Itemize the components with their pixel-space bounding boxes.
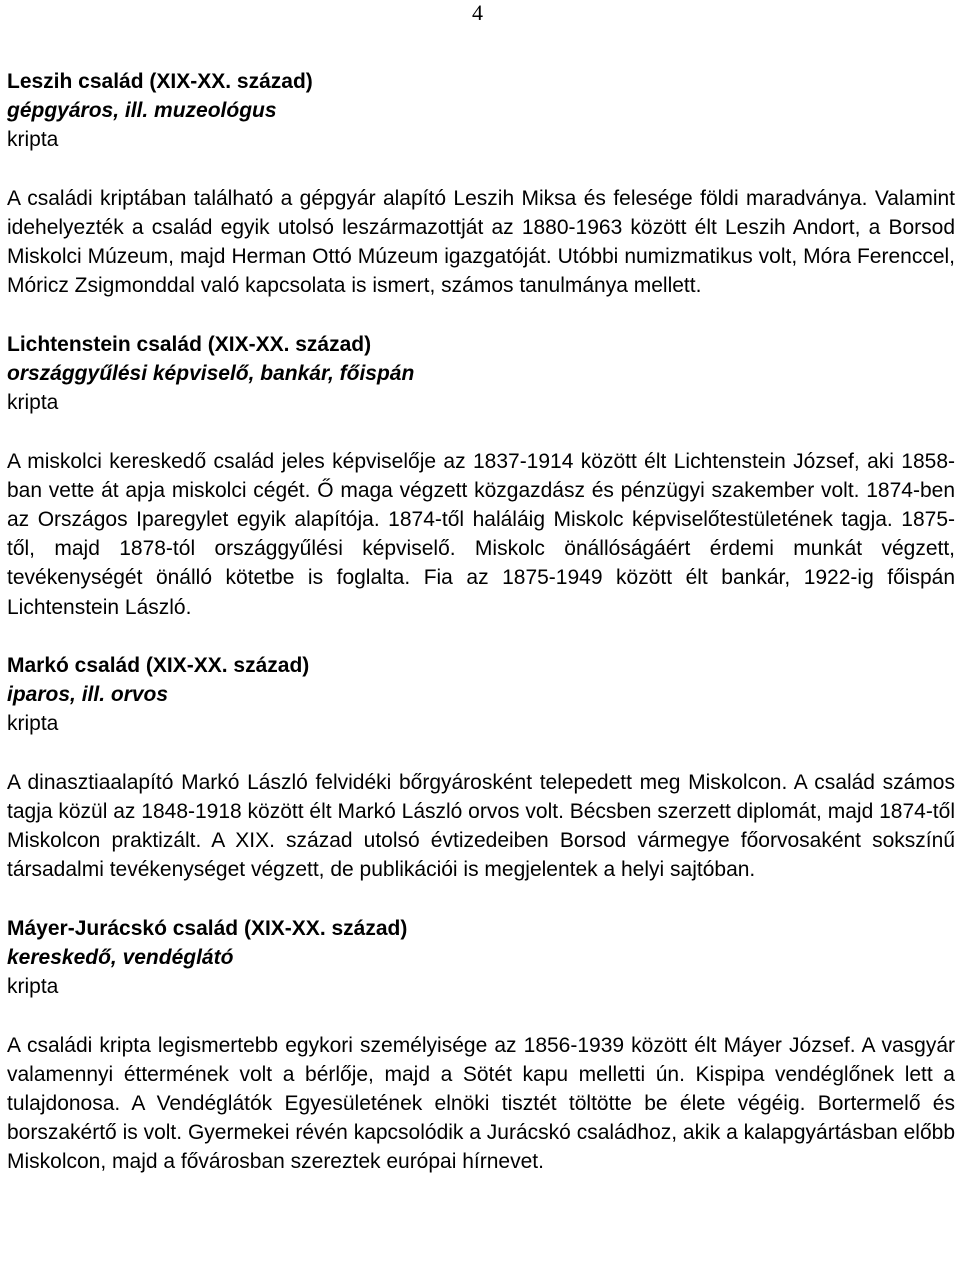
entry-body: A családi kriptában található a gépgyár alapító Leszih Miksa és felesége földi maradványa. Valamint idehelyezték a család egyik utolsó leszármazottját az 1880-1963 között élt Leszih Andort, a Borsod Miskolci Múzeum, majd Herman Ottó Múzeum igazgatóját. Utóbbi numizmatikus volt, Móra Ferenccel, Móricz Zsigmonddal való kapcsolata is ismert, számos tanulmánya mellett. — [7, 186, 955, 298]
entry-type: kripta — [7, 975, 59, 999]
entry-subtitle: iparos, ill. orvos — [7, 683, 169, 707]
entry-mayer-juracsko — [7, 914, 955, 1177]
entry-body: A dinasztiaalapító Markó László felvidéki bőrgyárosként telepedett meg Miskolcon. A család számos tagja közül az 1848-1918 között élt Markó László orvos volt. Bécsben szerzett diplomát, majd 1874-től Miskolcon praktizált. A XIX. század utolsó évtizedeiben Borsod vármegye főorvosaként sokszínű társadalmi tevékenységet végzett, de publikációi is megjelentek a helyi sajtóban. — [7, 770, 955, 882]
entry-title: Máyer-Jurácskó család (XIX-XX. század) — [7, 916, 408, 940]
entry-subtitle: kereskedő, vendéglátó — [7, 946, 234, 969]
entry-type: kripta — [7, 712, 59, 736]
entry-type: kripta — [7, 128, 59, 152]
entry-body: A családi kripta legismertebb egykori személyisége az 1856-1939 között élt Máyer József. A vasgyár valamennyi éttermének volt a bérlője, majd a Sötét kapu melletti ún. Kispipa vendéglőnek lett a tulajdonosa. A Vendéglátók Egyesületének elnöki tisztét töltötte be élete végéig. Bortermelő és borszakértő is volt. Gyermekei révén kapcsolódik a Jurácskó családhoz, akik a kalapgyártásban előbb Miskolcon, majd a fővárosban szereztek európai hírnevet. — [7, 1033, 955, 1174]
page-number: 4 — [472, 0, 483, 25]
entry-lichtenstein — [7, 330, 955, 622]
entry-title: Markó család (XIX-XX. század) — [7, 654, 310, 677]
entry-subtitle: országgyűlési képviselő, bankár, főispán — [7, 362, 415, 385]
entry-leszih — [7, 67, 955, 301]
entry-title: Lichtenstein család (XIX-XX. század) — [7, 332, 372, 356]
entry-subtitle: gépgyáros, ill. muzeológus — [7, 99, 277, 123]
document-content — [7, 67, 955, 1177]
entry-title: Leszih család (XIX-XX. század) — [7, 70, 313, 93]
entry-type: kripta — [7, 391, 59, 415]
entry-body: A miskolci kereskedő család jeles képviselője az 1837-1914 között élt Lichtenstein József, aki 1858-ban vette át apja miskolci cégét. Ő maga végzett közgazdász és pénzügyi szakember volt. 1874-ben az Országos Iparegylet egyik alapítója. 1874-től haláláig Miskolc képviselőtestületének tagja. 1875-től, majd 1878-tól országgyűlési képviselő. Miskolc önállóságáért érdemi munkát végzett, tevékenységét önálló kötetbe is foglalta. Fia az 1875-1949 között élt bankár, 1922-ig főispán Lichtenstein László. — [7, 449, 955, 619]
entry-marko — [7, 651, 955, 885]
